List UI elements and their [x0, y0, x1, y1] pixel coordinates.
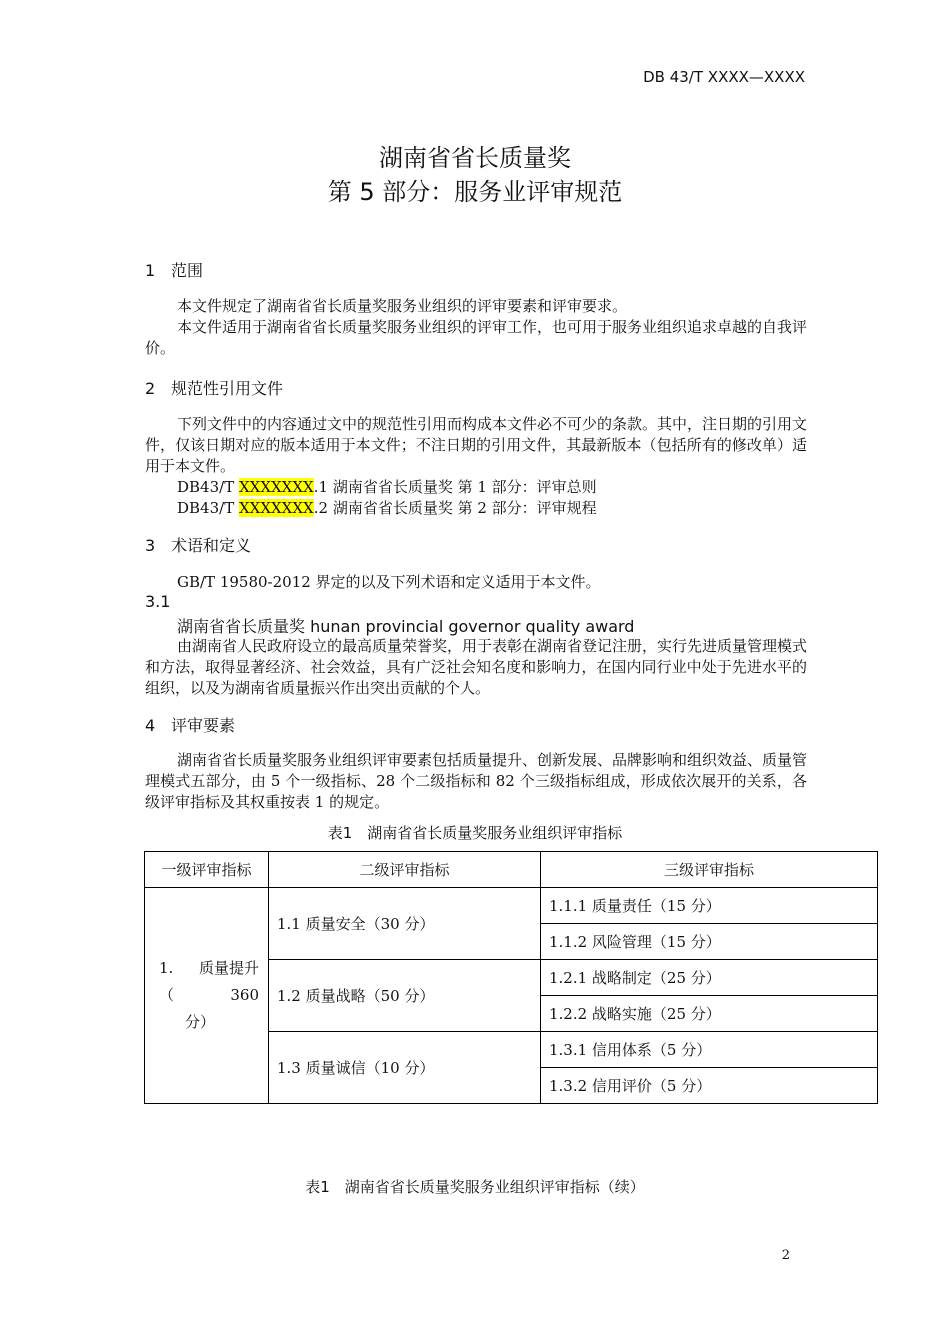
scope-paragraph-1: 本文件规定了湖南省省长质量奖服务业组织的评审要素和评审要求。 — [177, 297, 628, 315]
level3-cell: 1.1.2 风险管理（15 分） — [541, 924, 878, 960]
header-level1: 一级评审指标 — [145, 852, 269, 888]
elements-paragraph: 湖南省省长质量奖服务业组织评审要素包括质量提升、创新发展、品牌影响和组织效益、质量管理模式五部分，由 5 个一级指标、28 个二级指标和 82 个三级指标组成，形成依次展开的关系，各级评审指标及其权重按表 1 的规定。 — [145, 751, 808, 811]
header-level2: 二级评审指标 — [269, 852, 541, 888]
page-number: 2 — [781, 1248, 790, 1263]
section-title: 评审要素 — [171, 716, 236, 735]
placeholder-highlight: XXXXXXX — [238, 499, 314, 517]
section-heading-references — [145, 376, 283, 399]
references-paragraph: 下列文件中的内容通过文中的规范性引用而构成本文件必不可少的条款。其中，注日期的引用文件，仅该日期对应的版本适用于本文件；不注日期的引用文件，其最新版本（包括所有的修改单）适用于本文件。 — [145, 415, 808, 475]
section-number: 2 — [145, 379, 156, 398]
document-title: 湖南省省长质量奖 — [379, 144, 571, 172]
table-caption: 表1 湖南省省长质量奖服务业组织评审指标 — [327, 824, 623, 842]
reference-prefix: DB43/T — [177, 478, 239, 496]
level2-cell: 1.3 质量诚信（10 分） — [269, 1032, 541, 1104]
level1-cell — [145, 888, 269, 1104]
level1-number: 1. — [159, 959, 174, 977]
reference-item-2 — [177, 498, 597, 519]
level1-score-line — [159, 982, 259, 1009]
level3-cell: 1.3.2 信用评价（5 分） — [541, 1068, 878, 1104]
section-number: 1 — [145, 261, 156, 280]
term-definition: 由湖南省人民政府设立的最高质量荣誉奖，用于表彰在湖南省登记注册，实行先进质量管理模式和方法，取得显著经济、社会效益，具有广泛社会知名度和影响力，在国内同行业中处于先进水平的组织，以及为湖南省质量振兴作出突出贡献的个人。 — [145, 637, 808, 697]
level1-paren: （ — [159, 986, 175, 1004]
placeholder-highlight: XXXXXXX — [238, 478, 314, 496]
reference-text: .1 湖南省省长质量奖 第 1 部分：评审总则 — [313, 478, 597, 496]
section-number: 3 — [145, 536, 156, 555]
section-heading-scope — [145, 258, 203, 281]
section-heading-terms — [145, 533, 251, 556]
level1-name: 质量提升 — [198, 959, 259, 977]
reference-text: .2 湖南省省长质量奖 第 2 部分：评审规程 — [313, 499, 597, 517]
table-header-row — [145, 852, 878, 888]
document-subtitle: 第 5 部分：服务业评审规范 — [327, 178, 623, 206]
level1-title-line — [159, 955, 259, 982]
level3-cell: 1.2.1 战略制定（25 分） — [541, 960, 878, 996]
level2-cell: 1.1 质量安全（30 分） — [269, 888, 541, 960]
level2-cell: 1.2 质量战略（50 分） — [269, 960, 541, 1032]
table-row — [145, 888, 878, 924]
level1-score: 360 — [230, 986, 259, 1004]
reference-item-1 — [177, 477, 597, 498]
terms-paragraph: GB/T 19580-2012 界定的以及下列术语和定义适用于本文件。 — [177, 573, 601, 591]
section-title: 规范性引用文件 — [171, 379, 284, 398]
scope-paragraph-2: 本文件适用于湖南省省长质量奖服务业组织的评审工作，也可用于服务业组织追求卓越的自我评价。 — [145, 318, 808, 357]
level3-cell: 1.3.1 信用体系（5 分） — [541, 1032, 878, 1068]
section-heading-elements — [145, 713, 235, 736]
section-title: 范围 — [171, 261, 204, 280]
document-code: DB 43/T XXXX—XXXX — [643, 68, 805, 86]
level3-cell: 1.2.2 战略实施（25 分） — [541, 996, 878, 1032]
section-title: 术语和定义 — [171, 536, 252, 555]
level1-unit: 分） — [185, 1013, 216, 1031]
level3-cell: 1.1.1 质量责任（15 分） — [541, 888, 878, 924]
reference-prefix: DB43/T — [177, 499, 239, 517]
section-number: 4 — [145, 716, 156, 735]
header-level3: 三级评审指标 — [541, 852, 878, 888]
indicator-table — [144, 851, 878, 1104]
table-continued-caption: 表1 湖南省省长质量奖服务业组织评审指标（续） — [305, 1178, 645, 1196]
term-number: 3.1 — [145, 592, 171, 611]
term-title: 湖南省省长质量奖 hunan provincial governor quality award — [177, 617, 635, 636]
